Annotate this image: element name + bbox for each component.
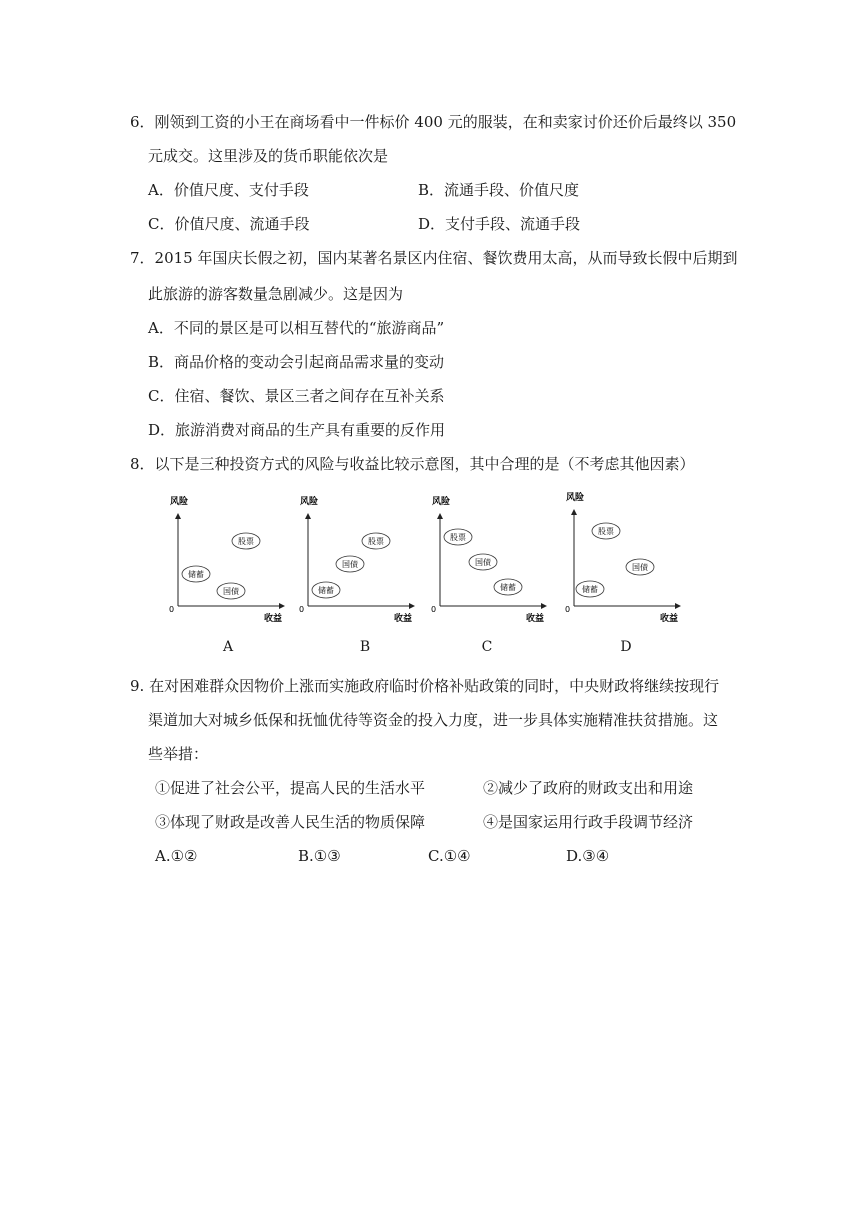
q6-stem-line1: 6．刚领到工资的小王在商场看中一件标价 400 元的服装，在和卖家讨价还价后最终以 350 bbox=[130, 113, 737, 131]
q7-stem-line2: 此旅游的游客数量急剧减少。这是因为 bbox=[148, 285, 404, 303]
x-axis-arrow bbox=[279, 603, 285, 609]
label-bond: 国债 bbox=[342, 560, 358, 569]
diagram-b bbox=[290, 488, 425, 623]
origin-label: 0 bbox=[565, 605, 571, 614]
q7-stem-line1: 7．2015 年国庆长假之初，国内某著名景区内住宿、餐饮费用太高，从而导致长假中后期到 bbox=[130, 249, 738, 267]
diagram-a-label: A bbox=[222, 639, 234, 655]
label-bond: 国债 bbox=[632, 563, 648, 572]
x-axis-label: 收益 bbox=[526, 614, 545, 624]
origin-label: 0 bbox=[431, 605, 437, 614]
q6-option-b: B．流通手段、价值尺度 bbox=[418, 181, 580, 199]
label-savings: 储蓄 bbox=[582, 585, 598, 594]
q9-stem-line3: 些举措： bbox=[148, 745, 209, 763]
label-bond: 国债 bbox=[475, 558, 491, 567]
q7-option-d: D．旅游消费对商品的生产具有重要的反作用 bbox=[148, 421, 446, 439]
q9-stem-line1: 9. 在对困难群众因物价上涨而实施政府临时价格补贴政策的同时，中央财政将继续按现行 bbox=[130, 677, 720, 695]
label-savings: 储蓄 bbox=[500, 583, 516, 592]
q6-stem-line2: 元成交。这里涉及的货币职能依次是 bbox=[148, 147, 389, 165]
y-axis-label: 风险 bbox=[566, 493, 585, 503]
label-stock: 股票 bbox=[238, 537, 254, 546]
label-stock: 股票 bbox=[450, 533, 466, 542]
diagram-a bbox=[160, 488, 295, 623]
q6-option-a: A．价值尺度、支付手段 bbox=[148, 181, 309, 199]
diagram-c-label: C bbox=[481, 639, 493, 655]
q9-statement-2: ②减少了政府的财政支出和用途 bbox=[483, 779, 694, 797]
q7-option-b: B．商品价格的变动会引起商品需求量的变动 bbox=[148, 353, 445, 371]
q8-stem: 8．以下是三种投资方式的风险与收益比较示意图，其中合理的是（不考虑其他因素） bbox=[130, 455, 695, 473]
y-axis-label: 风险 bbox=[300, 497, 319, 507]
y-axis-arrow bbox=[437, 513, 443, 519]
label-stock: 股票 bbox=[598, 527, 614, 536]
q9-option-b: B.①③ bbox=[298, 847, 341, 865]
q9-statement-3: ③体现了财政是改善人民生活的物质保障 bbox=[155, 813, 426, 831]
q9-statement-1: ①促进了社会公平，提高人民的生活水平 bbox=[155, 779, 426, 797]
diagram-d-label: D bbox=[620, 639, 632, 655]
q9-option-d: D.③④ bbox=[566, 847, 610, 865]
q9-statement-4: ④是国家运用行政手段调节经济 bbox=[483, 813, 694, 831]
diagram-d bbox=[556, 488, 691, 623]
q7-option-a: A．不同的景区是可以相互替代的“旅游商品” bbox=[148, 319, 445, 337]
label-savings: 储蓄 bbox=[318, 586, 334, 595]
diagram-b-label: B bbox=[359, 639, 371, 655]
q9-option-c: C.①④ bbox=[428, 847, 471, 865]
y-axis-arrow bbox=[175, 513, 181, 519]
x-axis-arrow bbox=[675, 603, 681, 609]
label-savings: 储蓄 bbox=[188, 570, 204, 579]
q9-stem-line2: 渠道加大对城乡低保和抚恤优待等资金的投入力度，进一步具体实施精准扶贫措施。这 bbox=[148, 711, 719, 729]
y-axis-label: 风险 bbox=[432, 497, 451, 507]
x-axis-label: 收益 bbox=[394, 614, 413, 624]
q7-option-c: C．住宿、餐饮、景区三者之间存在互补关系 bbox=[148, 387, 445, 405]
q6-option-c: C．价值尺度、流通手段 bbox=[148, 215, 310, 233]
q6-option-d: D．支付手段、流通手段 bbox=[418, 215, 581, 233]
y-axis-arrow bbox=[305, 513, 311, 519]
y-axis-arrow bbox=[571, 509, 577, 515]
origin-label: 0 bbox=[299, 605, 305, 614]
x-axis-arrow bbox=[409, 603, 415, 609]
q9-option-a: A.①② bbox=[155, 847, 198, 865]
x-axis-arrow bbox=[541, 603, 547, 609]
x-axis-label: 收益 bbox=[264, 614, 283, 624]
diagram-c bbox=[422, 488, 557, 623]
x-axis-label: 收益 bbox=[660, 614, 679, 624]
label-stock: 股票 bbox=[368, 537, 384, 546]
label-bond: 国债 bbox=[223, 587, 239, 596]
origin-label: 0 bbox=[169, 605, 175, 614]
y-axis-label: 风险 bbox=[170, 497, 189, 507]
